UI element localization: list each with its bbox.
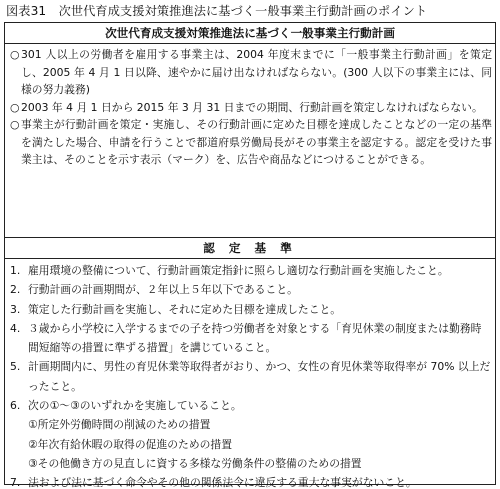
figure-title: 図表31 次世代育成支援対策推進法に基づく一般事業主行動計画のポイント <box>6 4 428 18</box>
criteria-item-number: 2. <box>10 283 21 297</box>
criteria-item-number: 3. <box>10 302 21 316</box>
plan-bullet <box>10 116 492 169</box>
criteria-sub-item: ①所定外労働時間の削減のための措置 <box>28 418 211 432</box>
criteria-item-number: 5. <box>10 360 21 374</box>
criteria-item-text: 法および法に基づく命令やその他の関係法令に違反する重大な事実がないこと。 <box>28 476 417 489</box>
criteria-section-body <box>5 259 495 489</box>
content-frame <box>4 22 496 489</box>
plan-bullet-text: 2003 年 4 月 1 日から 2015 年 3 月 31 日までの期間、行動計画を策定しなければならない。 <box>21 100 483 114</box>
criteria-item <box>10 319 492 358</box>
criteria-item-number: 1. <box>10 264 21 277</box>
circle-bullet-icon: ○ <box>10 48 20 61</box>
criteria-item-text: ３歳から小学校に入学するまでの子を持つ労働者を対象とする「育児休業の制度または勤務時間短縮等の措置に準ずる措置」を講じていること。 <box>28 321 482 355</box>
criteria-item <box>10 261 492 280</box>
criteria-item <box>10 473 492 489</box>
criteria-item <box>10 357 492 396</box>
criteria-item-number: 7. <box>10 476 21 489</box>
criteria-item-text: 次の①〜③のいずれかを実施していること。 <box>28 399 242 413</box>
criteria-item-text: 策定した行動計画を実施し、それに定めた目標を達成したこと。 <box>28 302 342 316</box>
criteria-item-text: 計画期間内に、男性の育児休業等取得者がおり、かつ、女性の育児休業等取得率が 70% 以上だったこと。 <box>28 360 491 393</box>
plan-bullet-text: 事業主が行動計画を策定・実施し、その行動計画に定めた目標を達成したことなどの一定の基準を満たした場合、申請を行うことで都道府県労働局長がその事業主を認定する。認定を受けた事業主は、そのことを示す表示（マーク）を、広告や商品などにつけることができる。 <box>21 118 492 166</box>
plan-bullet <box>10 46 492 99</box>
criteria-item-text: 雇用環境の整備について、行動計画策定指針に照らし適切な行動計画を実施したこと。 <box>28 264 449 277</box>
criteria-sub-item: ③その他働き方の見直しに資する多様な労働条件の整備のための措置 <box>28 456 362 470</box>
criteria-item <box>10 300 492 319</box>
criteria-item-number: 6. <box>10 399 21 413</box>
plan-section-body <box>5 44 495 238</box>
circle-bullet-icon: ○ <box>10 118 20 131</box>
plan-bullet <box>10 99 492 117</box>
criteria-sub-item: ②年次有給休暇の取得の促進のための措置 <box>28 437 233 451</box>
criteria-section-heading: 認 定 基 準 <box>5 238 495 259</box>
criteria-item <box>10 396 492 415</box>
criteria-item-text: 行動計画の計画期間が、２年以上５年以下であること。 <box>28 283 298 297</box>
circle-bullet-icon: ○ <box>10 100 20 114</box>
criteria-item-number: 4. <box>10 321 21 335</box>
plan-bullet-text: 301 人以上の労働者を雇用する事業主は、2004 年度末までに「一般事業主行動計画」を策定し、2005 年 4 月 1 日以降、速やかに届け出なければならない。(300 人以下の事業主には、同様の努力義務) <box>21 48 492 96</box>
criteria-item <box>10 280 492 299</box>
plan-section-heading: 次世代育成支援対策推進法に基づく一般事業主行動計画 <box>5 23 495 44</box>
